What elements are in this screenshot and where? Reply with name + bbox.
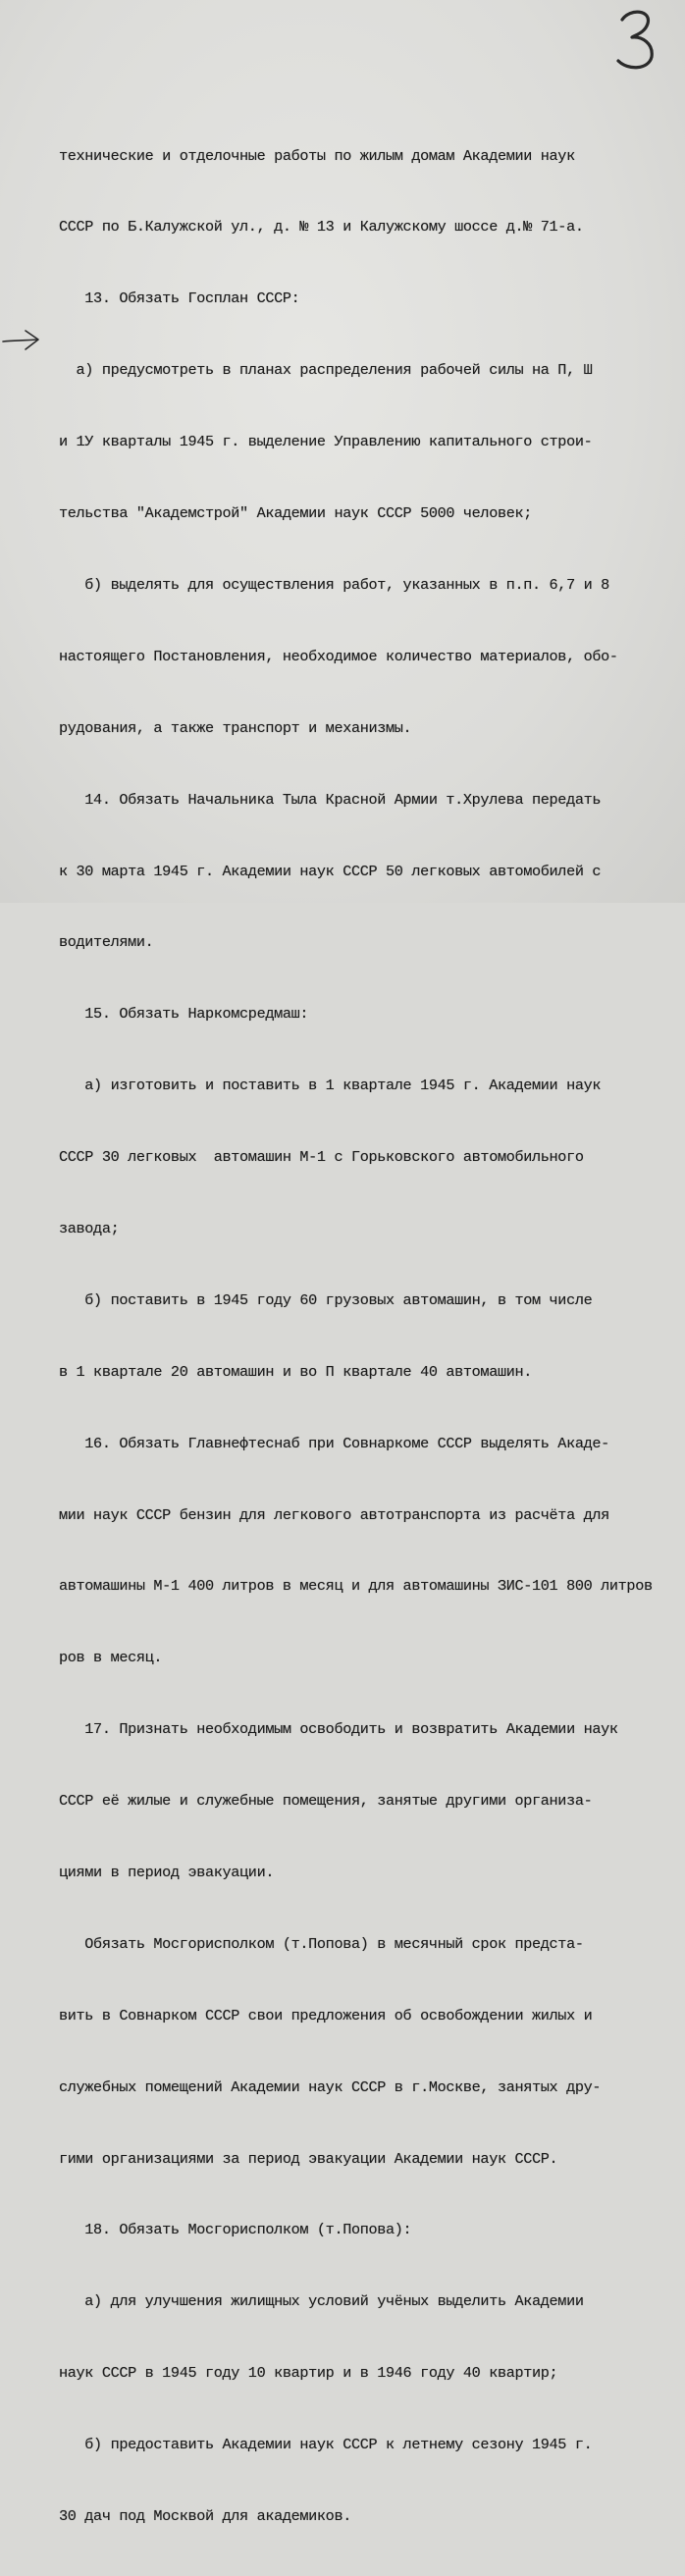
text-line: 13. Обязать Госплан СССР: <box>59 289 300 308</box>
text-line: б) поставить в 1945 году 60 грузовых автомашин, в том числе <box>59 1290 593 1309</box>
text-line: СССР по Б.Калужской ул., д. № 13 и Калужскому шоссе д.№ 71-а. <box>59 218 584 237</box>
handwritten-page-number <box>608 4 667 75</box>
text-line: 14. Обязать Начальника Тыла Красной Армии т.Хрулева передать <box>59 790 602 809</box>
text-line: рудования, а также транспорт и механизмы. <box>59 718 412 737</box>
text-line: 16. Обязать Главнефтеснаб при Совнаркоме СССР выделять Акаде- <box>59 1434 609 1452</box>
text-line: и 1У кварталы 1945 г. выделение Управлению капитального строи- <box>59 433 593 451</box>
text-line: СССР её жилые и служебные помещения, занятые другими организа- <box>59 1792 593 1811</box>
text-line: завода; <box>59 1219 120 1237</box>
text-line: 17. Признать необходимым освободить и возвратить Академии наук <box>59 1720 618 1739</box>
text-line: вить в Совнарком СССР свои предложения об освобождении жилых и <box>59 2006 593 2024</box>
text-line: настоящего Постановления, необходимое количество материалов, обо- <box>59 647 618 665</box>
text-line: а) изготовить и поставить в 1 квартале 1945 г. Академии наук <box>59 1077 602 1095</box>
text-line: 15. Обязать Наркомсредмаш: <box>59 1005 309 1024</box>
text-line: а) для улучшения жилищных условий учёных выделить Академии <box>59 2292 584 2311</box>
margin-arrow-mark <box>2 328 41 353</box>
text-line: Обязать Мосгорисполком (т.Попова) в месячный срок предста- <box>59 1934 584 1953</box>
text-line: к 30 марта 1945 г. Академии наук СССР 50 легковых автомобилей с <box>59 862 602 880</box>
text-line: 18. Обязать Мосгорисполком (т.Попова): <box>59 2221 412 2239</box>
text-line: в 1 квартале 20 автомашин и во П квартале 40 автомашин. <box>59 1362 533 1381</box>
text-line: гими организациями за период эвакуации Академии наук СССР. <box>59 2149 558 2168</box>
text-line: циями в период эвакуации. <box>59 1863 275 1881</box>
text-line: автомашины М-1 400 литров в месяц и для автомашины ЗИС-101 800 литров <box>59 1577 653 1596</box>
text-line: технические и отделочные работы по жилым домам Академии наук <box>59 146 575 165</box>
text-line: тельства "Академстрой" Академии наук СССР 5000 человек; <box>59 504 533 523</box>
text-line: служебных помещений Академии наук СССР в г.Москве, занятых дру- <box>59 2077 602 2096</box>
text-line: наук СССР в 1945 году 10 квартир и в 1946 году 40 квартир; <box>59 2364 558 2383</box>
text-line: б) выделять для осуществления работ, указанных в п.п. 6,7 и 8 <box>59 575 609 594</box>
text-line: а) предусмотреть в планах распределения рабочей силы на П, Ш <box>59 361 593 380</box>
text-line: б) предоставить Академии наук СССР к летнему сезону 1945 г. <box>59 2436 593 2454</box>
text-line: ров в месяц. <box>59 1649 163 1667</box>
text-line: 30 дач под Москвой для академиков. <box>59 2506 351 2525</box>
text-line: водителями. <box>59 933 154 952</box>
typewritten-text-body <box>59 96 677 2576</box>
text-line: мии наук СССР бензин для легкового автотранспорта из расчёта для <box>59 1505 609 1524</box>
text-line: СССР 30 легковых автомашин М-1 с Горьковского автомобильного <box>59 1148 584 1167</box>
